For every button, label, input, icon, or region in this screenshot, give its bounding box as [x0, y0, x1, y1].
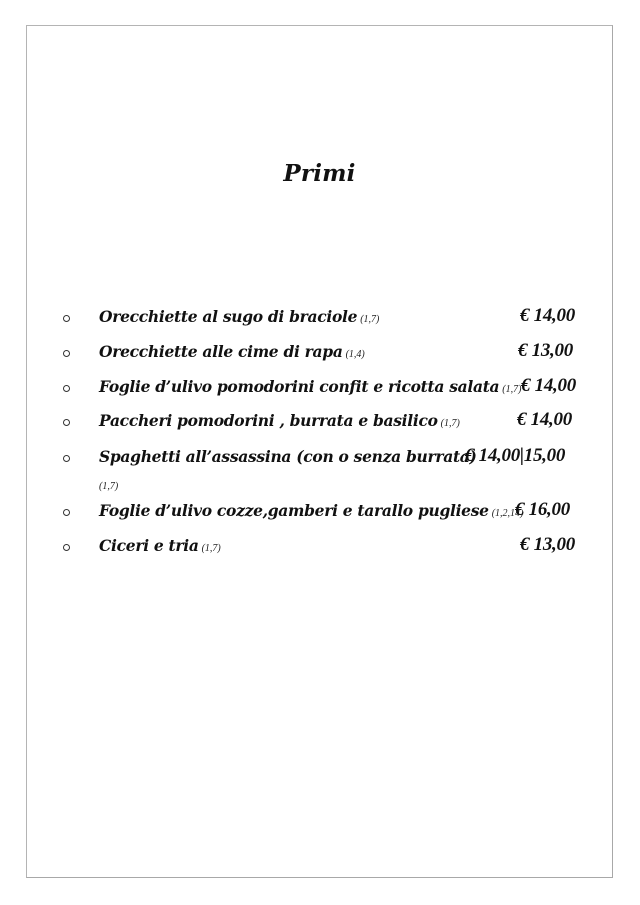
bullet-circle-icon [63, 315, 70, 322]
allergen-codes: (1,2,14) [491, 508, 524, 519]
dish-name-text: Ciceri e tria [99, 536, 199, 555]
bullet-circle-icon [63, 544, 70, 551]
bullet-circle-icon [63, 509, 70, 516]
section-title: Primi [283, 160, 356, 187]
dish-name [99, 536, 221, 555]
allergen-codes: (1,7) [201, 543, 221, 554]
allergen-codes: (1,7) [99, 481, 119, 492]
menu-item [27, 501, 612, 525]
allergen-codes: (1,7) [440, 418, 460, 429]
dish-name: Spaghetti all’assassina (con o senza burrata) [99, 447, 477, 466]
dish-name [99, 377, 521, 396]
bullet-circle-icon [63, 350, 70, 357]
dish-name [99, 501, 523, 520]
dish-name [99, 307, 379, 326]
menu-page [26, 25, 613, 878]
allergen-codes: (1,7) [502, 384, 522, 395]
dish-name [99, 342, 365, 361]
dish-price: € 13,00 [518, 340, 573, 361]
dish-price: € 14,00 [520, 305, 575, 326]
dish-price: € 14,00 [517, 409, 572, 430]
menu-item [27, 536, 612, 560]
dish-price: € 14,00|15,00 [465, 445, 566, 466]
dish-price: € 13,00 [520, 534, 575, 555]
dish-price: € 16,00 [515, 499, 570, 520]
menu-item [27, 447, 612, 471]
dish-name-text: Orecchiette alle cime di rapa [99, 342, 343, 361]
bullet-circle-icon [63, 385, 70, 392]
menu-item [27, 342, 612, 366]
dish-name-text: Foglie d’ulivo pomodorini confit e ricotta salata [99, 377, 500, 396]
dish-name-text: Orecchiette al sugo di braciole [99, 307, 358, 326]
bullet-circle-icon [63, 455, 70, 462]
bullet-circle-icon [63, 419, 70, 426]
dish-name [99, 411, 460, 430]
dish-name-text: Paccheri pomodorini , burrata e basilico [99, 411, 438, 430]
allergen-codes: (1,7) [360, 314, 380, 325]
menu-item [27, 307, 612, 331]
menu-item [27, 377, 612, 401]
dish-price: € 14,00 [521, 375, 576, 396]
menu-item [27, 411, 612, 435]
allergen-codes: (1,4) [345, 349, 365, 360]
dish-name-text: Foglie d’ulivo cozze,gamberi e tarallo pugliese [99, 501, 489, 520]
